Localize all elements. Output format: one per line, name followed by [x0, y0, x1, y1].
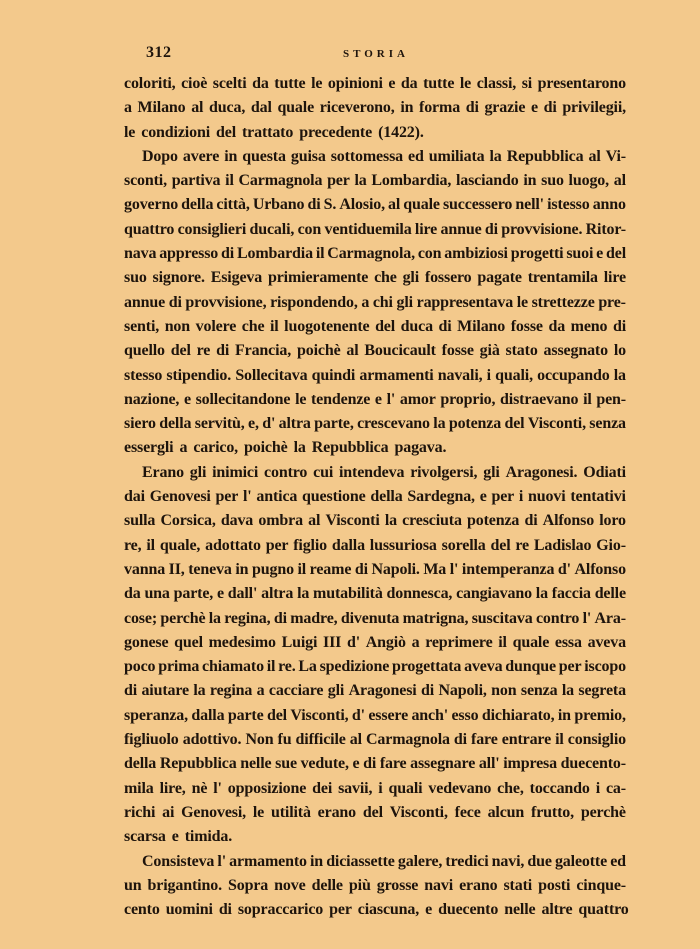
text-line: Consisteva l' armamento in diciassette galere, tredici navi, due galeotte ed: [142, 852, 626, 870]
text-line: speranza, dalla parte del Visconti, d' essere anch' esso dichiarato, in premio,: [124, 706, 626, 724]
text-line: Dopo avere in questa guisa sottomessa ed umiliata la Repubblica al Vi-: [142, 147, 626, 165]
text-line: un brigantino. Sopra nove delle più grosse navi erano stati posti cinque-: [124, 876, 626, 894]
text-line: richi ai Genovesi, le utilità erano del Visconti, fece alcun frutto, perchè: [124, 803, 626, 821]
page-header: [0, 44, 700, 70]
text-line: siero della servitù, e, d' altra parte, crescevano la potenza del Visconti, senza: [124, 415, 626, 433]
text-line: quello del re di Francia, poichè al Boucicault fosse già stato assegnato lo: [124, 342, 626, 360]
text-line: le condizioni del trattato precedente (1422).: [124, 123, 424, 141]
text-line: gonese quel medesimo Luigi III d' Angiò a reprimere il quale essa aveva: [124, 633, 626, 651]
text-line: di aiutare la regina a cacciare gli Aragonesi di Napoli, non senza la segreta: [124, 682, 626, 700]
paragraph: [124, 145, 626, 461]
text-line: sulla Corsica, dava ombra al Visconti la cresciuta potenza di Alfonso loro: [124, 512, 626, 530]
text-line: suo signore. Esigeva primieramente che gli fossero pagate trentamila lire: [124, 269, 626, 287]
text-line: scarsa e timida.: [124, 828, 233, 846]
text-line: sconti, partiva il Carmagnola per la Lombardia, lasciando in suo luogo, al: [124, 172, 626, 190]
text-line: vanna II, teneva in pugno il reame di Napoli. Ma l' intemperanza d' Alfonso: [124, 560, 626, 578]
paragraph: [124, 72, 626, 145]
text-line: cento uomini di sopraccarico per ciascuna, e duecento nelle altre quattro: [124, 901, 629, 919]
text-line: essergli a carico, poichè la Repubblica pagava.: [124, 439, 447, 457]
paragraph: [124, 850, 629, 923]
text-line: coloriti, cioè scelti da tutte le opinioni e da tutte le classi, si presentarono: [124, 75, 626, 92]
text-line: a Milano al duca, dal quale riceverono, in forma di grazie e di privilegii,: [124, 99, 626, 117]
body-text: [124, 72, 629, 922]
text-line: governo della città, Urbano di S. Alosio, al quale successero nell' istesso anno: [124, 196, 626, 214]
text-line: re, il quale, adottato per figlio dalla lussuriosa sorella del re Ladislao Gio-: [124, 536, 626, 554]
text-line: nava appresso di Lombardia il Carmagnola, con ambiziosi progetti suoi e del: [124, 245, 626, 263]
text-line: poco prima chiamato il re. La spedizione progettata aveva dunque per iscopo: [124, 658, 626, 676]
text-line: nazione, e sollecitandone le tendenze e l' amor proprio, distraevano il pen-: [124, 390, 626, 408]
page-number: 312: [146, 44, 172, 61]
text-line: senti, non volere che il luogotenente del duca di Milano fosse da meno di: [124, 317, 626, 335]
text-line: dai Genovesi per l' antica questione della Sardegna, e per i nuovi tentativi: [124, 488, 626, 506]
text-line: della Repubblica nelle sue vedute, e di fare assegnare all' impresa duecento-: [124, 755, 626, 773]
text-line: da una parte, e dall' altra la mutabilità donnesca, cangiavano la faccia delle: [124, 585, 626, 603]
text-line: mila lire, nè l' opposizione dei savii, i quali vedevano che, toccando i ca-: [124, 779, 626, 797]
text-line: figliuolo adottivo. Non fu difficile al Carmagnola di fare entrare il consiglio: [124, 731, 626, 749]
text-line: Erano gli inimici contro cui intendeva rivolgersi, gli Aragonesi. Odiati: [142, 463, 626, 481]
text-line: quattro consiglieri ducali, con ventiduemila lire annue di provvisione. Ritor-: [124, 220, 626, 238]
text-line: cose; perchè la regina, di madre, divenuta matrigna, suscitava contro l' Ara-: [124, 609, 626, 627]
text-line: annue di provvisione, rispondendo, a chi gli rappresentava le strettezze pre-: [124, 293, 626, 311]
running-head: STORIA: [343, 48, 409, 60]
text-line: stesso stipendio. Sollecitava quindi armamenti navali, i quali, occupando la: [124, 366, 626, 384]
paragraph: [124, 461, 626, 850]
